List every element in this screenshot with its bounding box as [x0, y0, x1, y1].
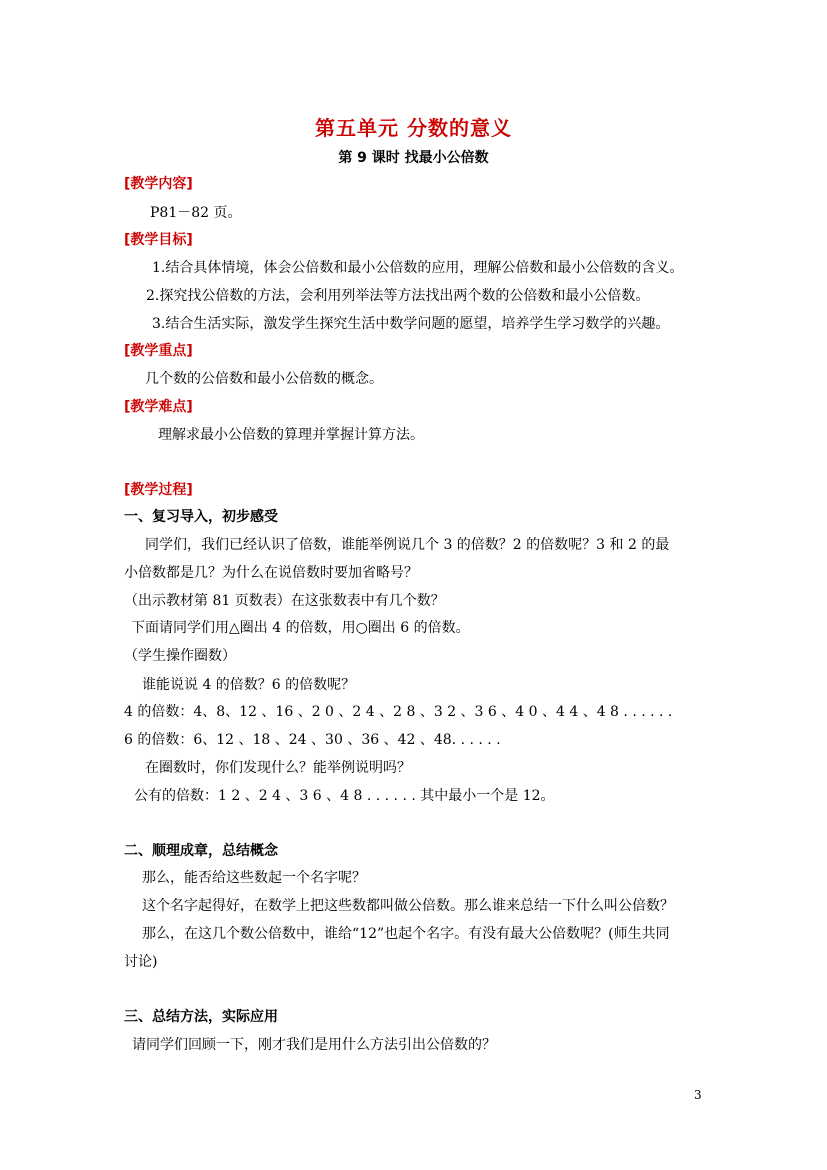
content-text: P81－82 页。 [150, 205, 242, 221]
part2-heading: 二、顺理成章，总结概念 [124, 843, 278, 859]
goal-3: 3.结合生活实际，激发学生探究生活中数学问题的愿望，培养学生学习数学的兴趣。 [152, 316, 670, 332]
unit-title: 第五单元 分数的意义 [315, 116, 512, 140]
paragraph: 谁能说说 4 的倍数？6 的倍数呢？ [142, 677, 356, 693]
goal-1: 1.结合具体情境，体会公倍数和最小公倍数的应用，理解公倍数和最小公倍数的含义。 [152, 260, 684, 276]
paragraph: 那么，在这几个数公倍数中，谁给“12”也起个名字。有没有最大公倍数呢？(师生共同 [142, 926, 670, 942]
key-heading: [教学重点] [124, 343, 193, 359]
multiples-of-6: 6 的倍数：6、12 、18 、24 、30 、36 、42 、48. . . . . . [124, 732, 501, 748]
paragraph: 小倍数都是几？为什么在说倍数时要加省略号？ [124, 565, 418, 581]
key-text: 几个数的公倍数和最小公倍数的概念。 [145, 371, 383, 387]
part3-heading: 三、总结方法，实际应用 [124, 1009, 278, 1025]
paragraph: （学生操作圈数） [124, 648, 236, 664]
paragraph: （出示教材第 81 页数表）在这张数表中有几个数？ [124, 593, 445, 609]
goal-2: 2.探究找公倍数的方法，会利用列举法等方法找出两个数的公倍数和最小公倍数。 [146, 288, 650, 304]
process-heading: [教学过程] [124, 482, 193, 498]
paragraph: 下面请同学们用△圈出 4 的倍数，用○圈出 6 的倍数。 [131, 620, 470, 636]
paragraph: 那么，能否给这些数起一个名字呢？ [142, 870, 366, 886]
lesson-title: 第 9 课时 找最小公倍数 [338, 150, 489, 166]
difficult-text: 理解求最小公倍数的算理并掌握计算方法。 [158, 427, 424, 443]
paragraph: 讨论) [124, 954, 158, 970]
goals-heading: [教学目标] [124, 232, 193, 248]
paragraph: 在圈数时，你们发现什么？能举例说明吗？ [145, 760, 411, 776]
part1-heading: 一、复习导入，初步感受 [124, 509, 278, 525]
page-number: 3 [694, 1088, 702, 1102]
paragraph: 同学们，我们已经认识了倍数，谁能举例说几个 3 的倍数？2 的倍数呢？3 和 2 的最 [145, 537, 670, 553]
difficult-heading: [教学难点] [124, 399, 193, 415]
content-heading: [教学内容] [124, 176, 193, 192]
paragraph: 这个名字起得好，在数学上把这些数都叫做公倍数。那么谁来总结一下什么叫公倍数？ [142, 898, 674, 914]
paragraph: 请同学们回顾一下，刚才我们是用什么方法引出公倍数的？ [132, 1037, 496, 1053]
multiples-of-4: 4 的倍数：4、8、12 、16 、2 0 、2 4 、2 8 、3 2 、3 6 、4 0 、4 4 、4 8 . . . . . . [124, 704, 673, 720]
common-multiples: 公有的倍数：1 2 、2 4 、3 6 、4 8 . . . . . . 其中最小一个是 12。 [134, 788, 555, 804]
